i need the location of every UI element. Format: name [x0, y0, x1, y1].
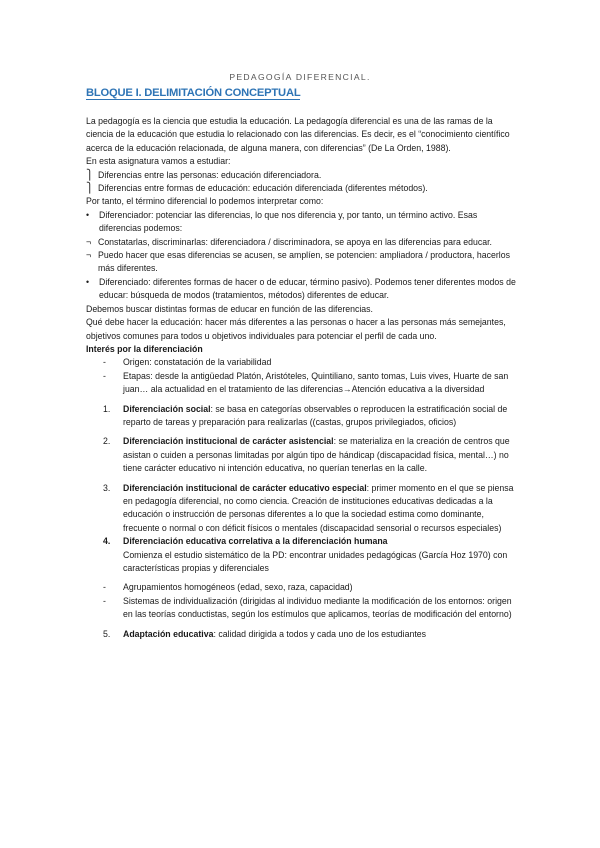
- list-item: [86, 370, 518, 397]
- list-item: [86, 249, 518, 276]
- subheading: Interés por la diferenciación: [86, 343, 203, 354]
- list-item-text: Agrupamientos homogéneos (edad, sexo, raza, capacidad): [123, 582, 353, 593]
- item-number: 1.: [103, 403, 111, 414]
- item-heading: Diferenciación institucional de carácter educativo especial: [123, 482, 367, 493]
- item-number: 4.: [103, 536, 111, 547]
- item-heading: Adaptación educativa: [123, 628, 214, 639]
- negation-marker: ¬: [86, 236, 92, 247]
- item-number: 2.: [103, 436, 111, 447]
- item-text: : se materializa en la creación de centros que asistan o cuiden a personas limitadas por algún tipo de hándicap (discapacidad física, mental…) no tiene carácter educativo ni intención educativa, no querían tenerlas en la calle.: [123, 436, 510, 474]
- numbered-item: [86, 482, 518, 536]
- paragraph: Debemos buscar distintas formas de educar en función de las diferencias.: [86, 303, 373, 314]
- list-item-text: Diferencias entre las personas: educación diferenciadora.: [98, 169, 322, 180]
- numbered-item: [86, 535, 518, 548]
- study-intro: En esta asignatura vamos a estudiar:: [86, 156, 231, 167]
- intro-paragraph: La pedagogía es la ciencia que estudia la educación. La pedagogía diferencial es una de las ramas de la ciencia de la educación que estudia lo relacionado con las diferencias. Es decir, es el “conocimiento científico acerca de la educación relacionada, de alguna manera, con diferencias” (De La Orden, 1988).: [86, 116, 510, 153]
- brace-marker: ⎫: [86, 169, 94, 181]
- list-item: [86, 169, 518, 182]
- page-header: PEDAGOGÍA DIFERENCIAL.: [229, 72, 371, 82]
- list-item: [86, 276, 518, 303]
- brace-marker: ⎫: [86, 183, 94, 195]
- list-item: [86, 581, 518, 594]
- item-text: : primer momento en el que se piensa en pedagogía diferencial, no como ciencia. Creación de instituciones educativas dedicadas a la educación o instrucción de personas diferentes a lo que la sociedad estima como dominante, frecuente o normal o con déficit físicos o mentales (discapacidad sensorial o recursos especiales): [123, 482, 514, 533]
- list-item-text: Puedo hacer que esas diferencias se acusen, se amplíen, se potencien: ampliadora / productora, hacerlos más diferentes.: [98, 250, 510, 274]
- list-item-text: Origen: constatación de la variabilidad: [123, 357, 272, 368]
- list-item: [86, 209, 518, 236]
- item-heading: Diferenciación social: [123, 403, 211, 414]
- bullet-marker: •: [86, 276, 90, 287]
- item-text: : calidad dirigida a todos y cada uno de los estudiantes: [213, 628, 427, 639]
- list-item-text: Diferenciador: potenciar las diferencias, lo que nos diferencia y, por tanto, un término activo. Esas diferencias podemos:: [99, 209, 478, 234]
- section-title: BLOQUE I. DELIMITACIÓN CONCEPTUAL: [86, 87, 301, 99]
- list-item-text: Diferenciado: diferentes formas de hacer o de educar, término pasivo). Podemos tener diferentes modos de educar: búsqueda de modos (tratamientos, métodos) diferentes de educar.: [99, 276, 516, 301]
- document-body: [86, 115, 518, 641]
- dash-marker: -: [103, 582, 106, 593]
- numbered-item: [86, 403, 518, 430]
- dash-marker: -: [103, 595, 106, 606]
- negation-marker: ¬: [86, 250, 92, 261]
- numbered-item: [86, 628, 518, 641]
- list-item-text: Sistemas de individualización (dirigidas al individuo mediante la modificación de los entornos: origen en las teorías conductistas, según los estímulos que aplicamos, teorías de modificación del entorno): [123, 595, 512, 620]
- dash-marker: -: [103, 370, 106, 381]
- paragraph: Qué debe hacer la educación: hacer más diferentes a las personas o hacer a las personas más semejantes, objetivos comunes para todos u objetivos individuales para potenciar el perfil de cada uno.: [86, 317, 506, 341]
- item-heading: Diferenciación institucional de carácter asistencial: [123, 436, 334, 447]
- numbered-item: [86, 435, 518, 475]
- list-item: [86, 356, 518, 369]
- item-text: Comienza el estudio sistemático de la PD: encontrar unidades pedagógicas (García Hoz 1970) con características propias y diferenciales: [123, 549, 508, 573]
- list-item-text: Constatarlas, discriminarlas: diferenciadora / discriminadora, se apoya en las diferencias para educar.: [98, 236, 492, 247]
- item-number: 5.: [103, 628, 111, 639]
- item-text: : se basa en categorías observables o reproducen la estratificación social de reparto de tareas y preparación para realizarlas ((castas, grupos privilegiados, oficios): [123, 403, 508, 427]
- list-item: [86, 236, 518, 249]
- list-item-text: Etapas: desde la antigüedad Platón, Aristóteles, Quintiliano, santo tomas, Luis vives, Huarte de san juan… ala actualidad en el tratamiento de las diferencias→Atención educativa a la diversidad: [123, 370, 509, 395]
- list-item: [86, 182, 518, 195]
- bullet-marker: •: [86, 209, 90, 220]
- list-item-text: Diferencias entre formas de educación: educación diferenciada (diferentes métodos).: [98, 183, 428, 194]
- term-intro: Por tanto, el término diferencial lo podemos interpretar como:: [86, 196, 324, 207]
- item-heading: Diferenciación educativa correlativa a la diferenciación humana: [123, 536, 388, 547]
- item-number: 3.: [103, 482, 111, 493]
- list-item: [86, 595, 518, 622]
- dash-marker: -: [103, 357, 106, 368]
